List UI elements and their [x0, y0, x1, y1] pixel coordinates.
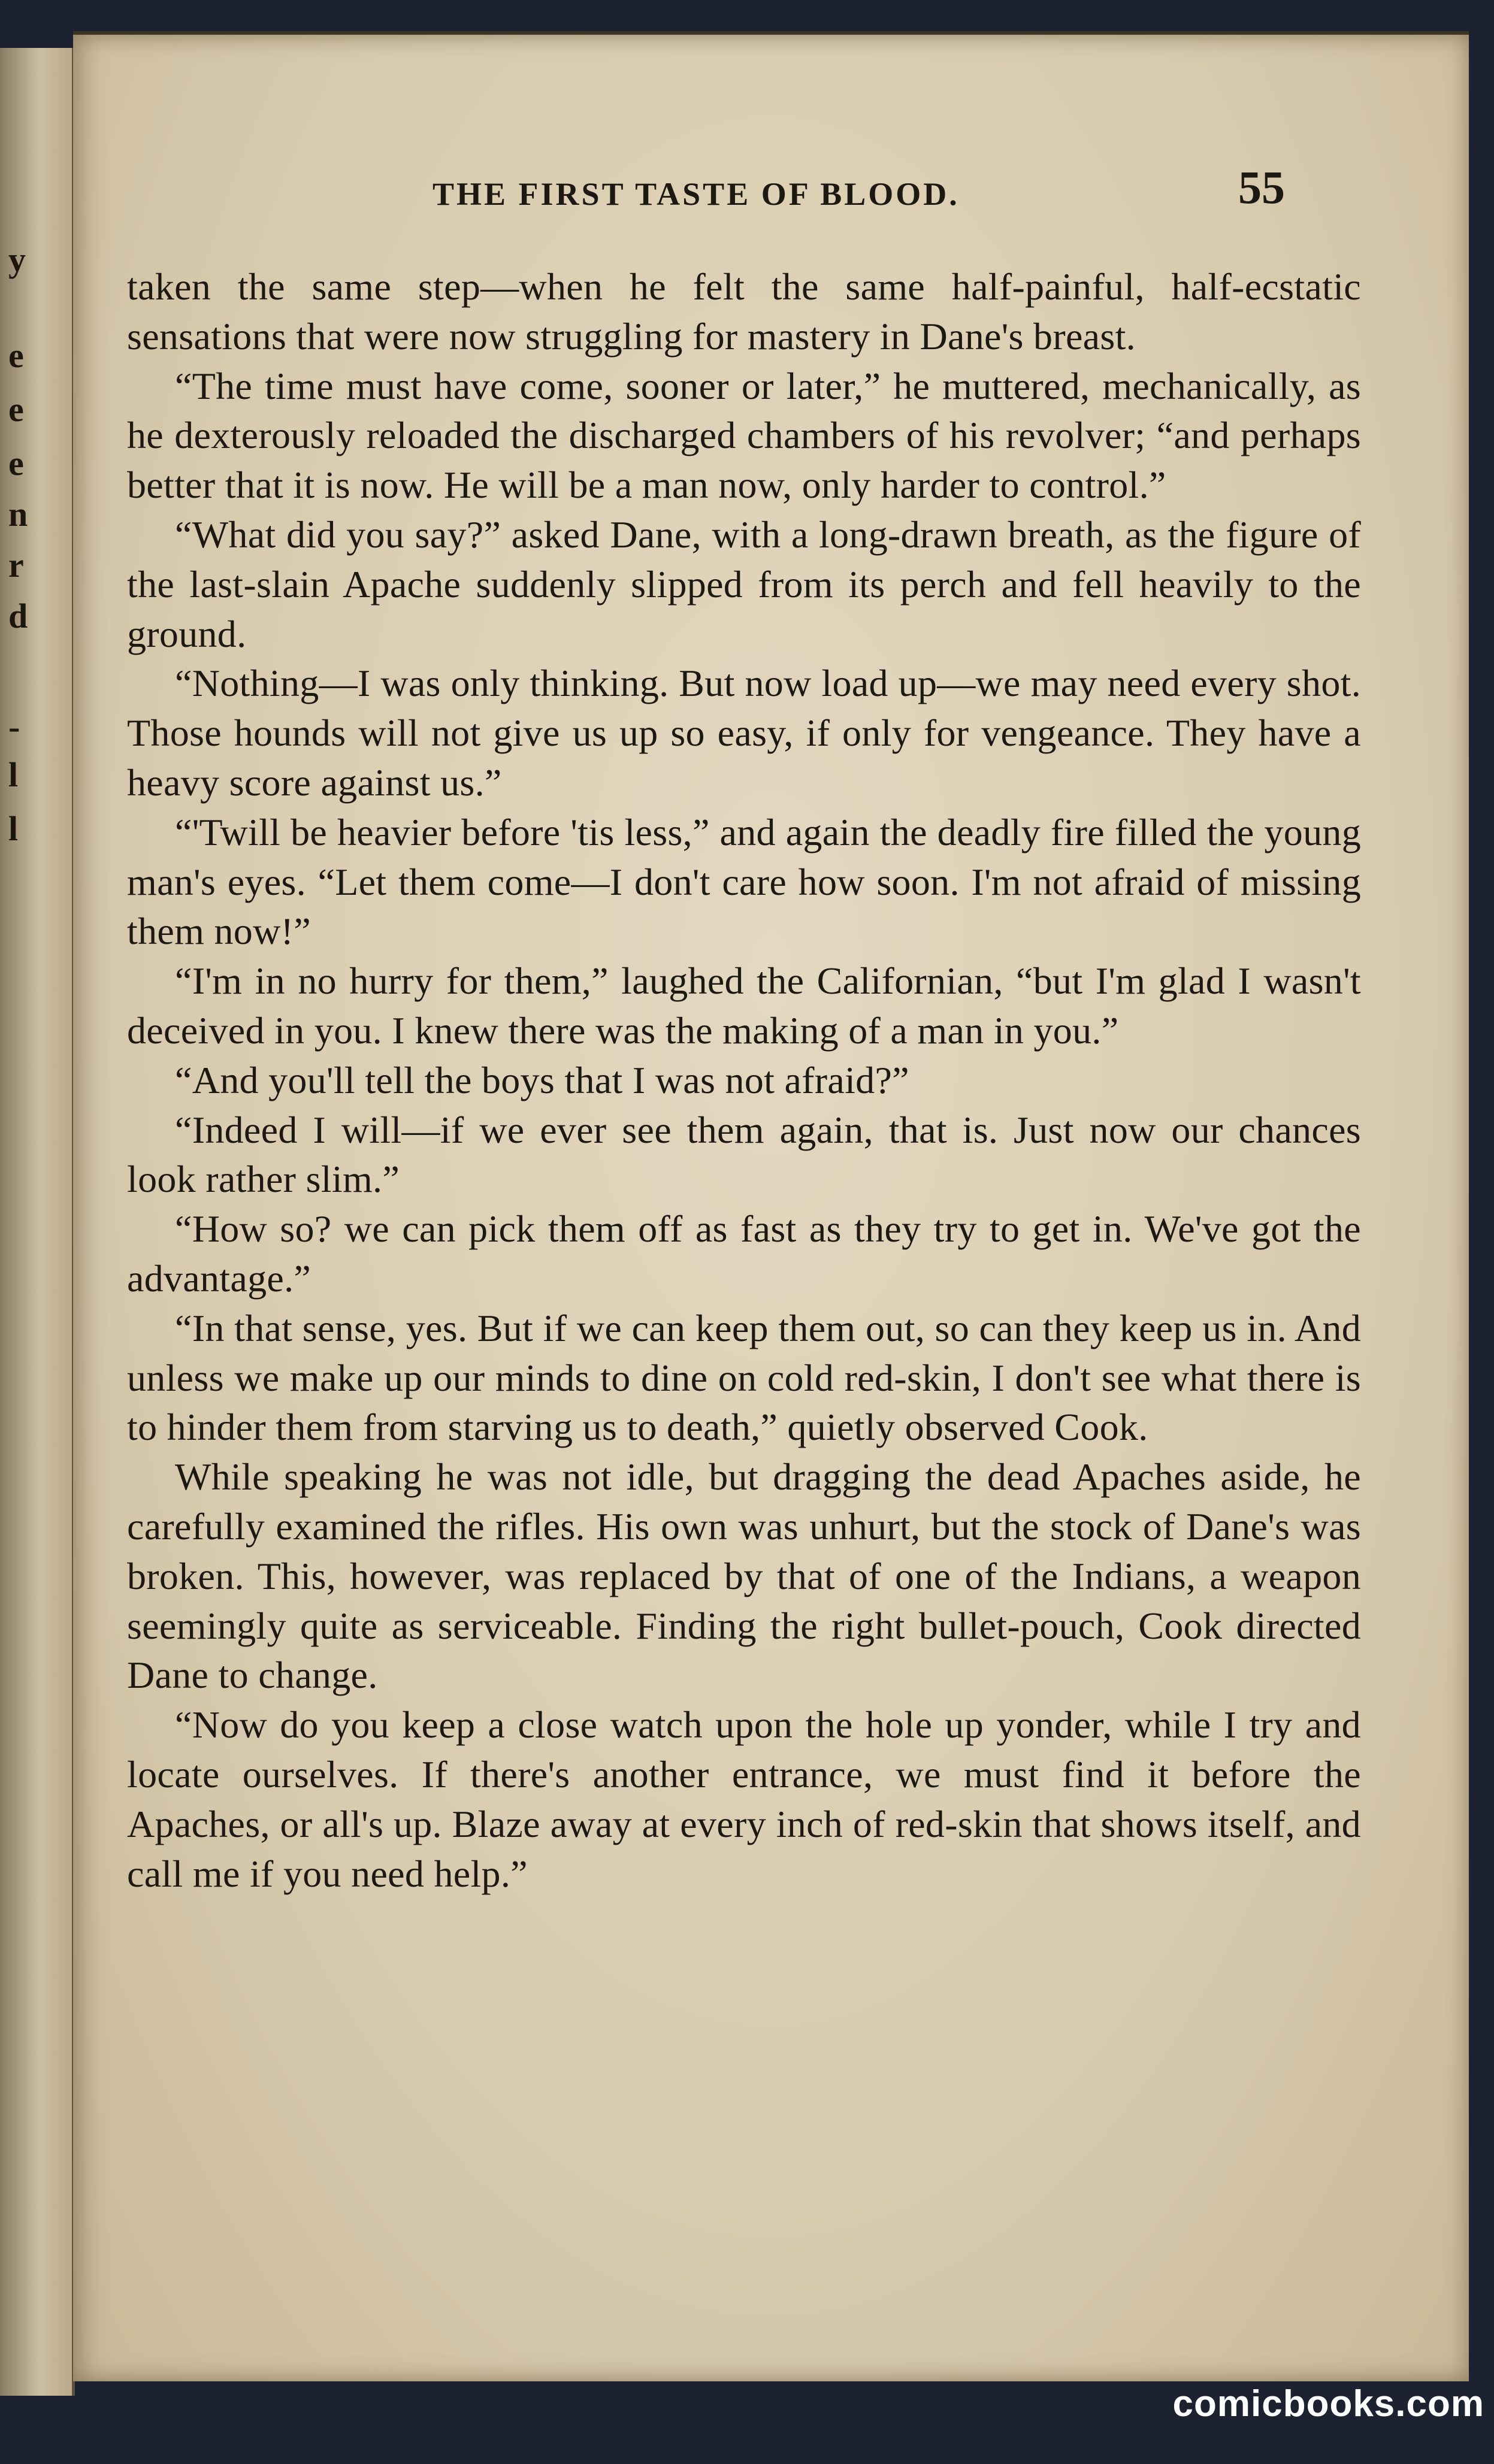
paragraph: taken the same step—when he felt the same half-painful, half-ecstatic sensations that were now struggling for mastery in Dane's breast. [127, 265, 1361, 358]
running-head: THE FIRST TASTE OF BLOOD. [433, 176, 960, 212]
paragraph: “Nothing—I was only thinking. But now load up—we may need every shot. Those hounds will not give us up so easy, if only for vengeance. They have a heavy score against us.” [127, 662, 1361, 804]
prev-page-fragment: e [8, 444, 24, 483]
paragraph: “The time must have come, sooner or later,” he muttered, mechanically, as he dexterously reloaded the discharged chambers of his revolver; “and perhaps better that it is now. He will be a man now, only harder to control.” [127, 364, 1361, 507]
prev-page-fragment: - [8, 707, 20, 746]
prev-page-fragment: e [8, 336, 24, 375]
paragraph: “How so? we can pick them off as fast as they try to get in. We've got the advantage.” [127, 1207, 1361, 1300]
book-page [73, 31, 1469, 2381]
watermark: comicbooks.com [1172, 2383, 1484, 2424]
paragraph: “What did you say?” asked Dane, with a long-drawn breath, as the figure of the last-slain Apache suddenly slipped from its perch and fell heavily to the ground. [127, 513, 1361, 655]
prev-page-fragment: l [8, 809, 19, 848]
paragraph: “Indeed I will—if we ever see them again, that is. Just now our chances look rather slim.” [127, 1108, 1361, 1201]
page-number: 55 [1238, 161, 1285, 213]
page-body [127, 262, 1361, 1899]
prev-page-fragment: y [8, 240, 26, 279]
page-header [73, 149, 1469, 213]
prev-page-fragment: n [8, 495, 28, 534]
paragraph: “I'm in no hurry for them,” laughed the Californian, “but I'm glad I wasn't deceived in you. I knew there was the making of a man in you.” [127, 959, 1361, 1052]
paragraph: “'Twill be heavier before 'tis less,” and again the deadly fire filled the young man's eyes. “Let them come—I don't care how soon. I'm not afraid of missing them now!” [127, 810, 1361, 953]
paragraph: “In that sense, yes. But if we can keep them out, so can they keep us in. And unless we make up our minds to dine on cold red-skin, I don't see what there is to hinder them from starving us to death,” quietly observed Cook. [127, 1306, 1361, 1449]
paragraph: “Now do you keep a close watch upon the hole up yonder, while I try and locate ourselves. If there's another entrance, we must find it before the Apaches, or all's up. Blaze away at every inch of red-skin that shows itself, and call me if you need help.” [127, 1703, 1361, 1895]
prev-page-fragment: l [8, 755, 19, 794]
prev-page-fragment: r [8, 546, 24, 585]
paragraph: “And you'll tell the boys that I was not afraid?” [175, 1058, 909, 1101]
prev-page-fragment: d [8, 597, 28, 635]
previous-page-edge [0, 48, 75, 2396]
paragraph: While speaking he was not idle, but dragging the dead Apaches aside, he carefully examined the rifles. His own was unhurt, but the stock of Dane's was broken. This, however, was replaced by that of one of the Indians, a weapon seemingly quite as serviceable. Finding the right bullet-pouch, Cook directed Dane to change. [127, 1455, 1361, 1697]
prev-page-fragment: e [8, 390, 24, 429]
